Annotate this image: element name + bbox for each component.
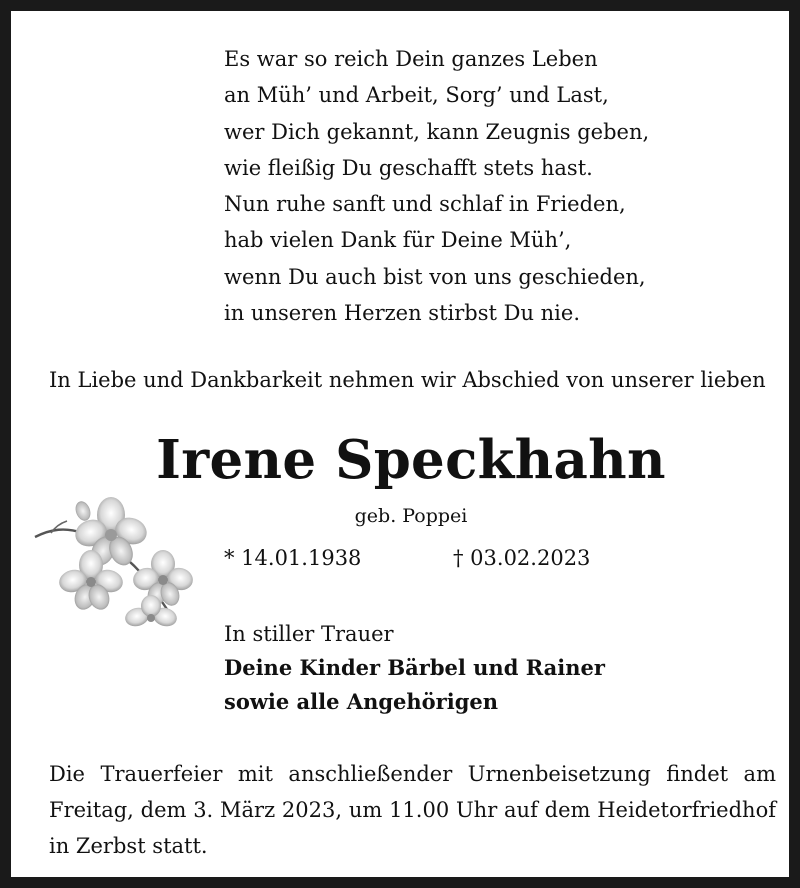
poem-line: hab vielen Dank für Deine Müh’, (224, 228, 572, 253)
farewell-intro: In Liebe und Dankbarkeit nehmen wir Abschied von unserer lieben (49, 368, 766, 392)
poem-line: Nun ruhe sanft und schlaf in Frieden, (224, 192, 626, 217)
poem-line: wenn Du auch bist von uns geschieden, (224, 264, 646, 289)
mourners-intro: In stiller Trauer (224, 622, 394, 646)
mourners-line: Deine Kinder Bärbel und Rainer (224, 655, 605, 680)
orchid-icon (31, 489, 201, 634)
mourners-line: sowie alle Angehörigen (224, 689, 499, 714)
deceased-name: Irene Speckhahn (156, 429, 666, 491)
poem-line: wie fleißig Du geschafft stets hast. (224, 155, 593, 180)
death-date: † 03.02.2023 (453, 546, 591, 570)
birth-date: * 14.01.1938 (224, 546, 362, 570)
poem-line: Es war so reich Dein ganzes Leben (224, 47, 598, 71)
poem (224, 41, 649, 331)
poem-line: wer Dich gekannt, kann Zeugnis geben, (224, 119, 650, 144)
birth-name: geb. Poppei (354, 505, 468, 527)
poem-line: in unseren Herzen stirbst Du nie. (224, 301, 580, 326)
ceremony-info: Die Trauerfeier mit anschließender Urnenbeisetzung findet am Freitag, dem 3. März 2023, um 11.00 Uhr auf dem Heidetorfriedhof in Zerbst statt. (49, 762, 776, 858)
poem-line: an Müh’ und Arbeit, Sorg’ und Last, (224, 83, 609, 108)
mourners-block (224, 617, 605, 719)
